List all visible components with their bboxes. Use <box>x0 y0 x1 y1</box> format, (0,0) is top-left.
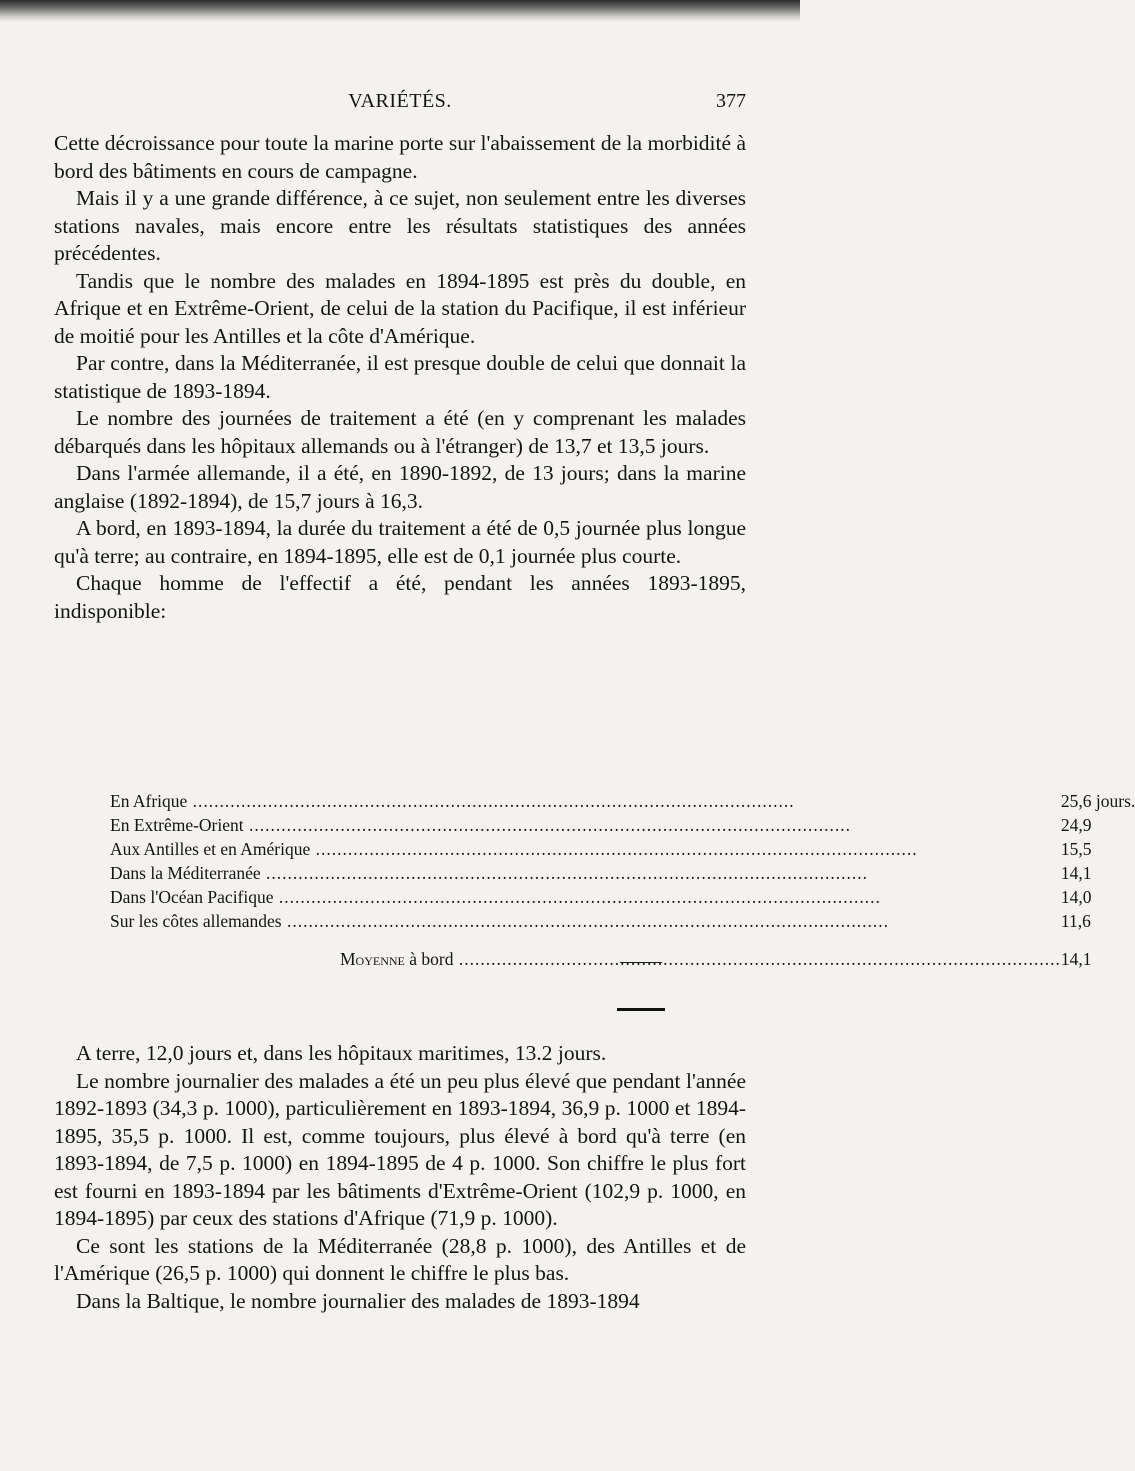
average-row <box>110 932 1135 970</box>
row-value: 25,6 jours. <box>1060 791 1135 811</box>
average-value: 14,1 <box>1060 949 1092 969</box>
paragraph: Mais il y a une grande différence, à ce sujet, non seulement entre les diverses stations navales, mais encore entre les résultats statistiques des années précédentes. <box>54 186 746 265</box>
unavailability-table <box>110 788 1135 970</box>
average-label <box>110 932 1061 970</box>
body-text-bottom <box>54 1040 746 1315</box>
row-value: 24,9 <box>1060 815 1092 835</box>
page-header <box>50 90 750 120</box>
paragraph: Cette décroissance pour toute la marine porte sur l'abaissement de la morbidité à bord des bâtiments en cours de campagne. <box>54 131 746 183</box>
paragraph: A terre, 12,0 jours et, dans les hôpitaux maritimes, 13.2 jours. <box>76 1041 607 1065</box>
paragraph: Le nombre journalier des malades a été un peu plus élevé que pendant l'année 1892-1893 (34,3 p. 1000), particulièrement en 1893-1894, 36,9 p. 1000 et 1894-1895, 35,5 p. 1000. Il est, comme toujours, plus élevé à bord qu'à terre (en 1893-1894, de 7,5 p. 1000) en 1894-1895 de 4 p. 1000. Son chiffre le plus fort est fourni en 1893-1894 par les bâtiments d'Extrême-Orient (102,9 p. 1000, en 1894-1895) par ceux des stations d'Afrique (71,9 p. 1000). <box>54 1068 746 1230</box>
paragraph: Ce sont les stations de la Méditerranée (28,8 p. 1000), des Antilles et de l'Amérique (26,5 p. 1000) qui donnent le chiffre le plus bas. <box>54 1233 746 1285</box>
paragraph: Tandis que le nombre des malades en 1894-1895 est près du double, en Afrique et en Extrême-Orient, de celui de la station du Pacifique, il est inférieur de moitié pour les Antilles et la côte d'Amérique. <box>54 268 746 348</box>
table-row <box>110 884 1135 908</box>
body-text-top <box>54 130 746 625</box>
row-value: 14,1 <box>1060 863 1092 883</box>
average-label-rest: à bord <box>404 949 454 969</box>
row-label: En Afrique ..... <box>110 788 1061 812</box>
row-label: Dans l'Océan Pacifique ..... <box>110 884 1061 908</box>
row-label: Dans la Méditerranée ..... <box>110 860 1061 884</box>
row-value: 11,6 <box>1060 911 1091 931</box>
paragraph: Dans la Baltique, le nombre journalier des malades de 1893-1894 <box>76 1288 640 1313</box>
row-label: Sur les côtes allemandes ..... <box>110 908 1061 932</box>
scan-top-edge <box>0 0 800 22</box>
running-title: VARIÉTÉS. <box>348 90 452 112</box>
table-row <box>110 860 1135 884</box>
paragraph: Chaque homme de l'effectif a été, pendant les années 1893-1895, indisponible: <box>54 571 746 623</box>
sum-rule <box>620 962 662 963</box>
paragraph: Par contre, dans la Méditerranée, il est presque double de celui que donnait la statistique de 1893-1894. <box>54 351 746 403</box>
average-label-smallcaps: Moyenne <box>340 949 405 969</box>
row-label: Aux Antilles et en Amérique ..... <box>110 836 1061 860</box>
table-row <box>110 908 1135 932</box>
page-number: 377 <box>716 90 746 112</box>
total-rule <box>617 1008 665 1011</box>
table-row <box>110 812 1135 836</box>
paragraph: Dans l'armée allemande, il a été, en 1890-1892, de 13 jours; dans la marine anglaise (1892-1894), de 15,7 jours à 16,3. <box>54 461 746 513</box>
row-value: 14,0 <box>1060 887 1092 907</box>
paragraph: Le nombre des journées de traitement a été (en y comprenant les malades débarqués dans les hôpitaux allemands ou à l'étranger) de 13,7 et 13,5 jours. <box>54 406 746 458</box>
paragraph: A bord, en 1893-1894, la durée du traitement a été de 0,5 journée plus longue qu'à terre; au contraire, en 1894-1895, elle est de 0,1 journée plus courte. <box>54 516 746 568</box>
row-label: En Extrême-Orient ..... <box>110 812 1061 836</box>
table-row <box>110 836 1135 860</box>
table-row <box>110 788 1135 812</box>
row-value: 15,5 <box>1060 839 1092 859</box>
